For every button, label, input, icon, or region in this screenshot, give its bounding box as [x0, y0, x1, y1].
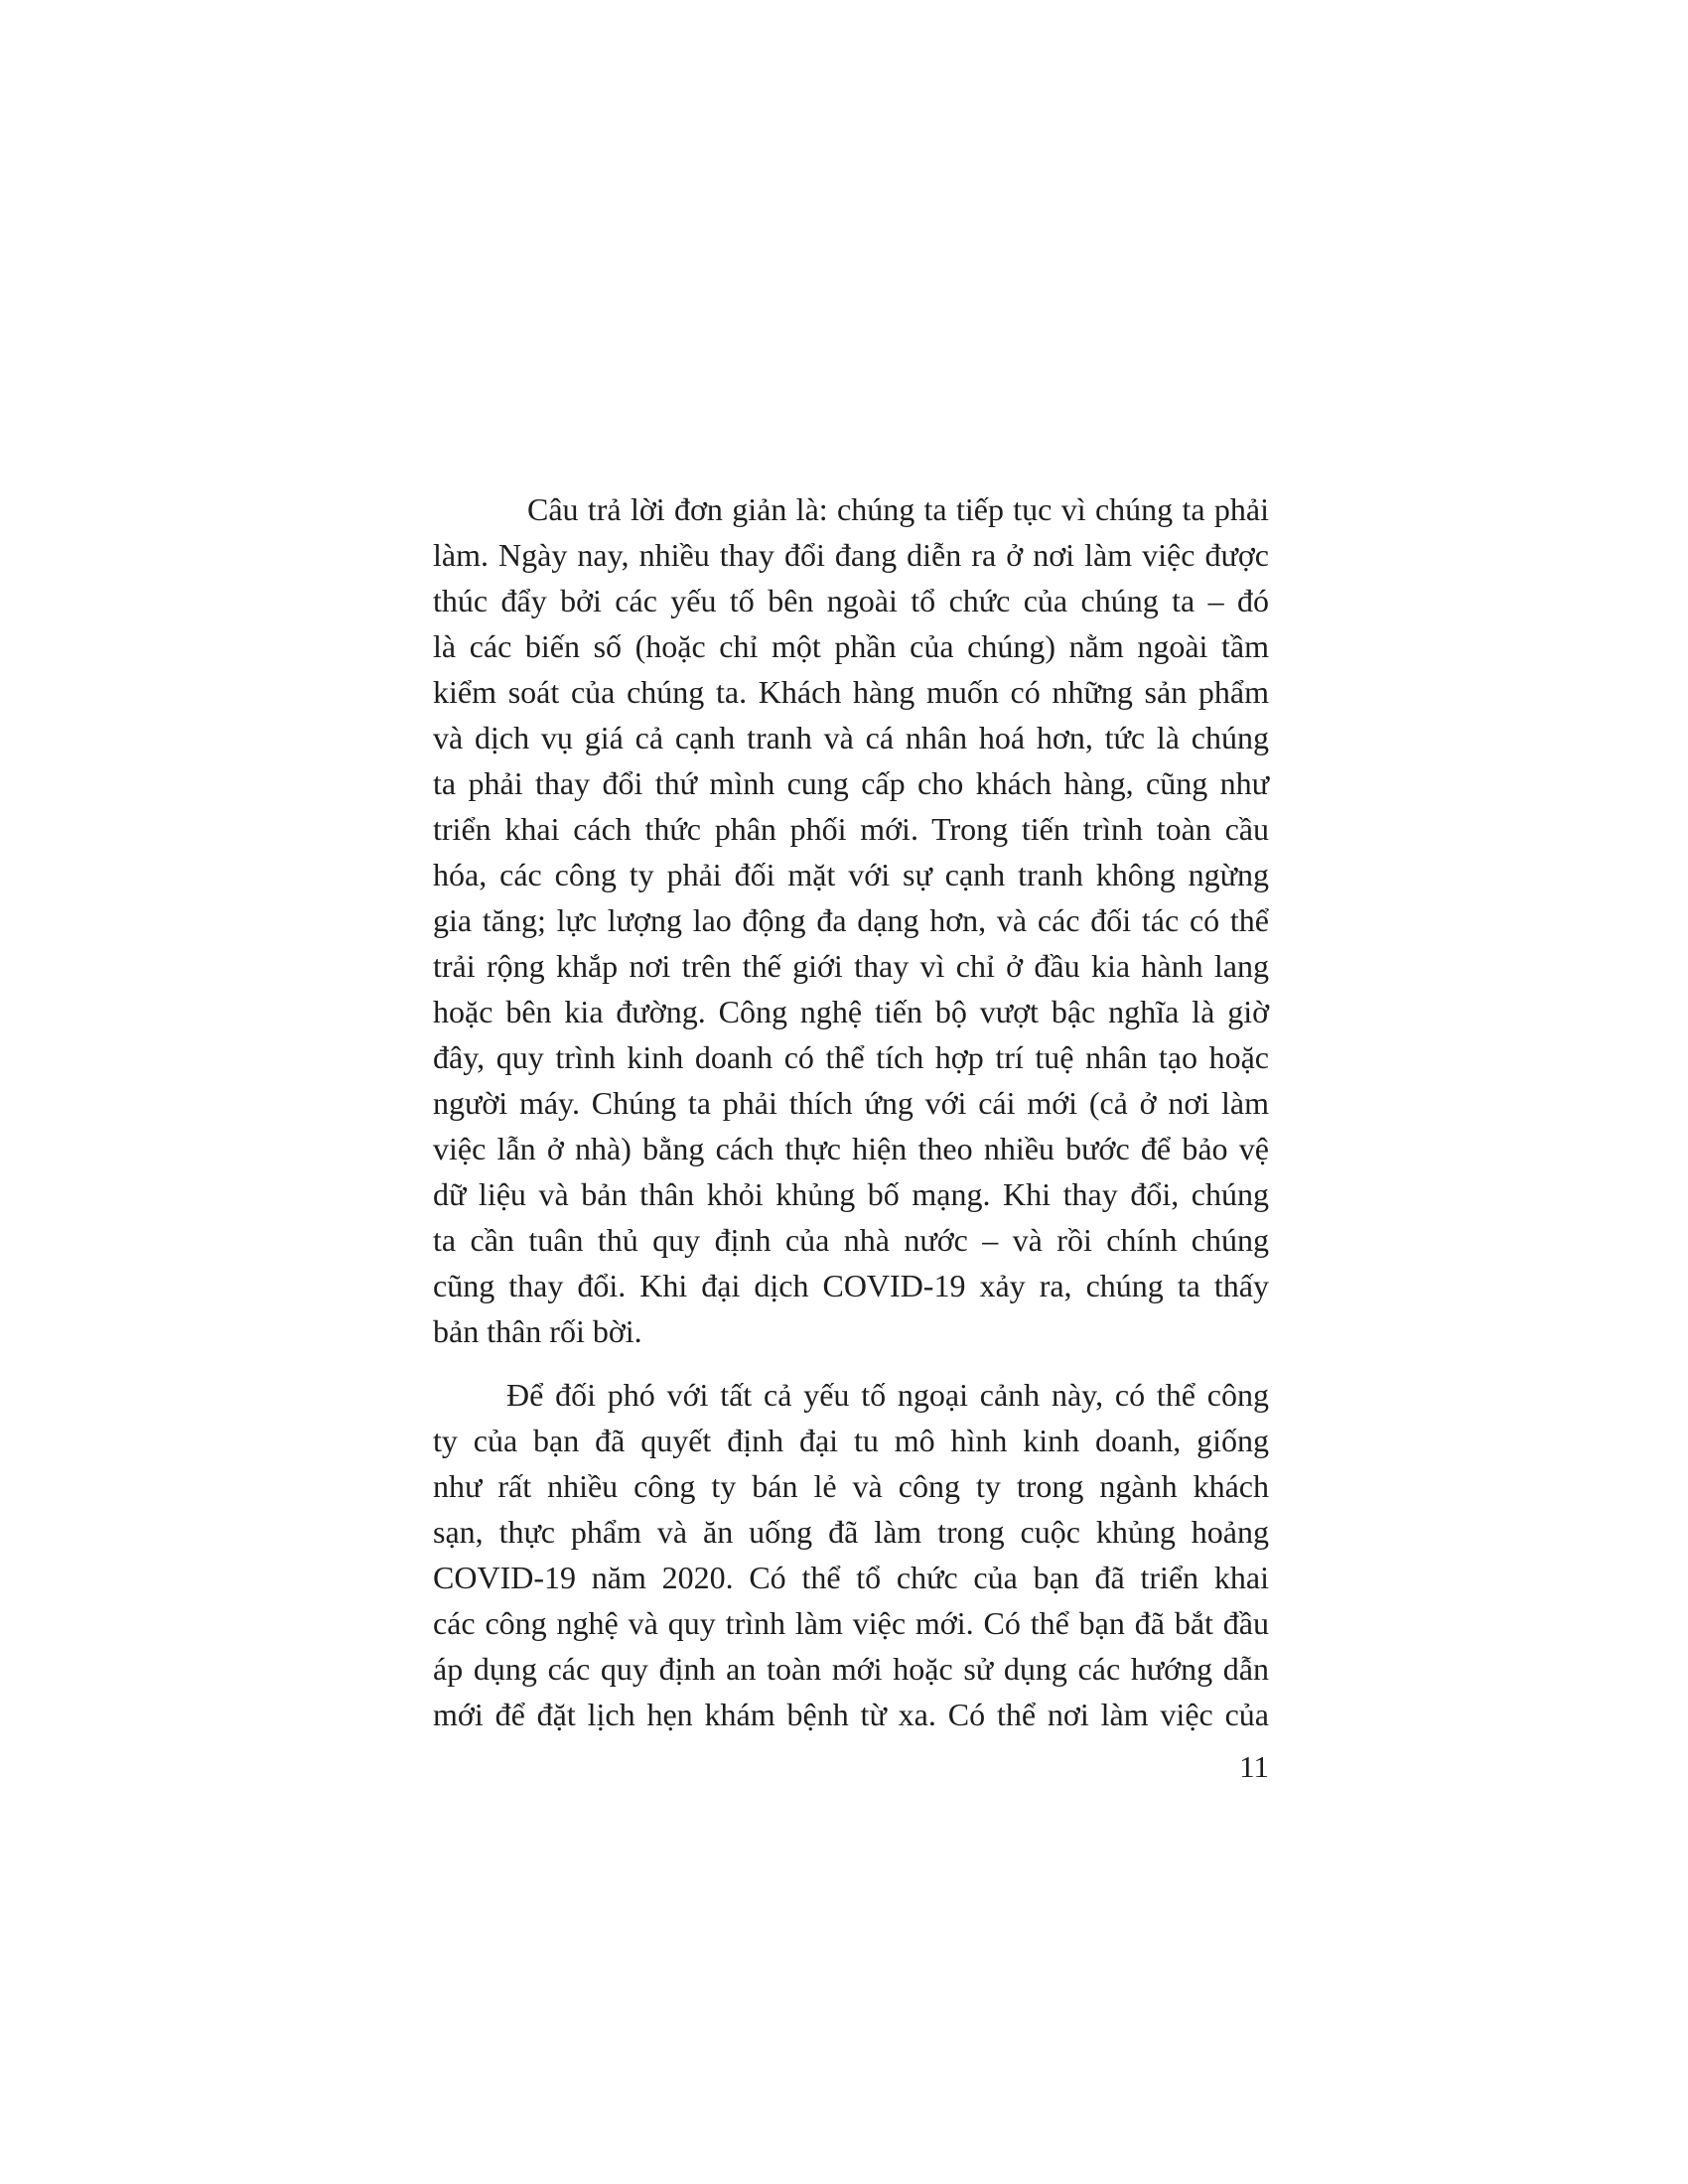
- text-line: ty của bạn đã quyết định đại tu mô hình kinh doanh, giống: [433, 1423, 1269, 1458]
- text-line: gia tăng; lực lượng lao động đa dạng hơn, và các đối tác có thể: [433, 902, 1269, 938]
- text-line: Câu trả lời đơn giản là: chúng ta tiếp tục vì chúng ta phải: [527, 491, 1269, 527]
- page-number: 11: [1239, 1749, 1269, 1784]
- body-text: [433, 486, 1269, 1787]
- text-line: như rất nhiều công ty bán lẻ và công ty trong ngành khách: [433, 1468, 1269, 1504]
- text-line: hóa, các công ty phải đối mặt với sự cạnh tranh không ngừng: [433, 857, 1269, 892]
- text-line: và dịch vụ giá cả cạnh tranh và cá nhân hoá hơn, tức là chúng: [433, 720, 1269, 755]
- text-line: mới để đặt lịch hẹn khám bệnh từ xa. Có thể nơi làm việc của: [433, 1697, 1269, 1732]
- text-line: COVID-19 năm 2020. Có thể tổ chức của bạn đã triển khai: [433, 1560, 1269, 1595]
- text-line: đây, quy trình kinh doanh có thể tích hợp trí tuệ nhân tạo hoặc: [433, 1039, 1269, 1075]
- text-line: dữ liệu và bản thân khỏi khủng bố mạng. Khi thay đổi, chúng: [433, 1176, 1269, 1212]
- text-line: kiểm soát của chúng ta. Khách hàng muốn có những sản phẩm: [433, 674, 1269, 710]
- text-line: thúc đẩy bởi các yếu tố bên ngoài tổ chức của chúng ta – đó: [433, 583, 1269, 618]
- text-line: người máy. Chúng ta phải thích ứng với cái mới (cả ở nơi làm: [433, 1085, 1269, 1121]
- text-line: triển khai cách thức phân phối mới. Trong tiến trình toàn cầu: [433, 811, 1269, 847]
- text-line: trải rộng khắp nơi trên thế giới thay vì chỉ ở đầu kia hành lang: [433, 948, 1269, 984]
- paragraph-1: [433, 486, 1269, 1354]
- text-line: cũng thay đổi. Khi đại dịch COVID-19 xảy ra, chúng ta thấy: [433, 1268, 1269, 1303]
- text-line: Để đối phó với tất cả yếu tố ngoại cảnh này, có thể công: [506, 1377, 1269, 1413]
- text-line: việc lẫn ở nhà) bằng cách thực hiện theo nhiều bước để bảo vệ: [433, 1131, 1269, 1166]
- text-line: áp dụng các quy định an toàn mới hoặc sử dụng các hướng dẫn: [433, 1651, 1269, 1687]
- text-line: là các biến số (hoặc chỉ một phần của chúng) nằm ngoài tầm: [433, 628, 1269, 664]
- text-line: ta phải thay đổi thứ mình cung cấp cho khách hàng, cũng như: [433, 765, 1269, 801]
- paragraph-2: [433, 1372, 1269, 1737]
- text-line: làm. Ngày nay, nhiều thay đổi đang diễn ra ở nơi làm việc được: [433, 537, 1269, 573]
- text-line: hoặc bên kia đường. Công nghệ tiến bộ vượt bậc nghĩa là giờ: [433, 994, 1269, 1029]
- text-line: bản thân rối bời.: [433, 1313, 642, 1349]
- text-line: sạn, thực phẩm và ăn uống đã làm trong cuộc khủng hoảng: [433, 1514, 1269, 1550]
- text-line: các công nghệ và quy trình làm việc mới. Có thể bạn đã bắt đầu: [433, 1605, 1269, 1641]
- text-line: ta cần tuân thủ quy định của nhà nước – và rồi chính chúng: [433, 1222, 1269, 1258]
